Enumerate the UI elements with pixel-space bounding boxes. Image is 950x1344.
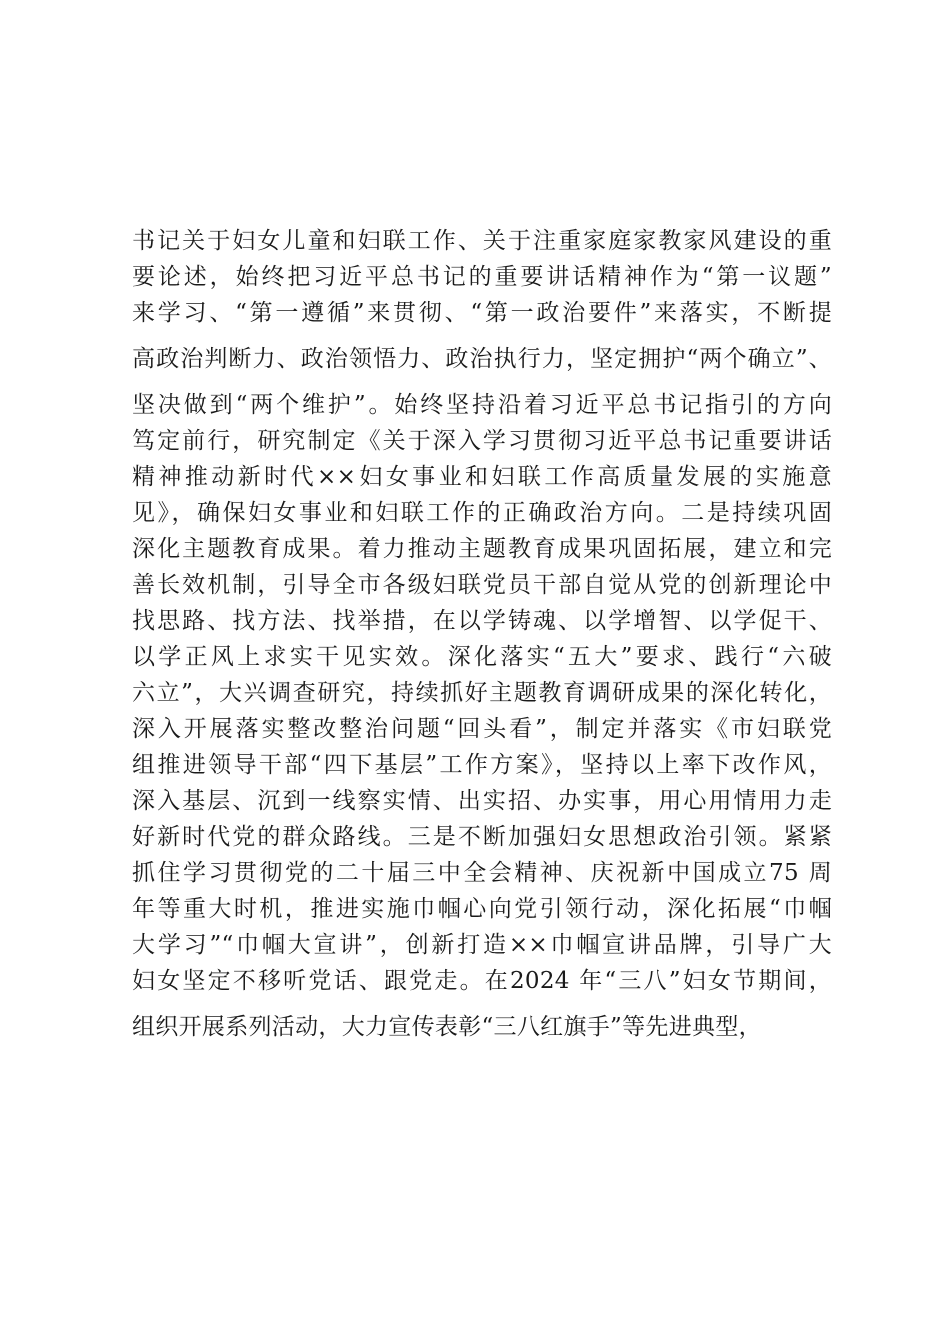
text-line: 深入开展落实整改整治问题“回头看”，制定并落实《市妇联党 <box>132 716 832 742</box>
text-line: 来学习、“第一遵循”来贯彻、“第一政治要件”来落实，不断提 <box>132 300 832 326</box>
text-line: 年等重大时机，推进实施巾帼心向党引领行动，深化拓展“巾帼 <box>132 896 832 922</box>
text-line: 深化主题教育成果。着力推动主题教育成果巩固拓展，建立和完 <box>132 536 832 562</box>
text-line: 妇女坚定不移听党话、跟党走。在2024 年“三八”妇女节期间， <box>132 968 832 994</box>
text-line: 找思路、找方法、找举措，在以学铸魂、以学增智、以学促干、 <box>132 608 832 634</box>
document-body <box>132 223 832 1045</box>
text-line: 六立”，大兴调查研究，持续抓好主题教育调研成果的深化转化， <box>132 680 832 706</box>
text-line: 抓住学习贯彻党的二十届三中全会精神、庆祝新中国成立75 周 <box>132 860 832 886</box>
text-line: 笃定前行，研究制定《关于深入学习贯彻习近平总书记重要讲话 <box>132 428 832 454</box>
text-line: 书记关于妇女儿童和妇联工作、关于注重家庭家教家风建设的重 <box>132 228 832 254</box>
text-line: 要论述，始终把习近平总书记的重要讲话精神作为“第一议题” <box>132 264 832 290</box>
text-line: 高政治判断力、政治领悟力、政治执行力，坚定拥护“两个确立”、 <box>132 346 832 372</box>
text-line: 组织开展系列活动，大力宣传表彰“三八红旗手”等先进典型， <box>132 1014 762 1040</box>
text-line: 好新时代党的群众路线。三是不断加强妇女思想政治引领。紧紧 <box>132 824 832 850</box>
text-line: 精神推动新时代××妇女事业和妇联工作高质量发展的实施意 <box>132 464 832 490</box>
text-line: 组推进领导干部“四下基层”工作方案》，坚持以上率下改作风， <box>132 752 832 778</box>
text-line: 大学习”“巾帼大宣讲”，创新打造××巾帼宣讲品牌，引导广大 <box>132 932 832 958</box>
text-line: 善长效机制，引导全市各级妇联党员干部自觉从党的创新理论中 <box>132 572 832 598</box>
text-line: 见》，确保妇女事业和妇联工作的正确政治方向。二是持续巩固 <box>132 500 832 526</box>
text-line: 深入基层、沉到一线察实情、出实招、办实事，用心用情用力走 <box>132 788 832 814</box>
text-line: 以学正风上求实干见实效。深化落实“五大”要求、践行“六破 <box>132 644 832 670</box>
text-line: 坚决做到“两个维护”。始终坚持沿着习近平总书记指引的方向 <box>132 392 832 418</box>
